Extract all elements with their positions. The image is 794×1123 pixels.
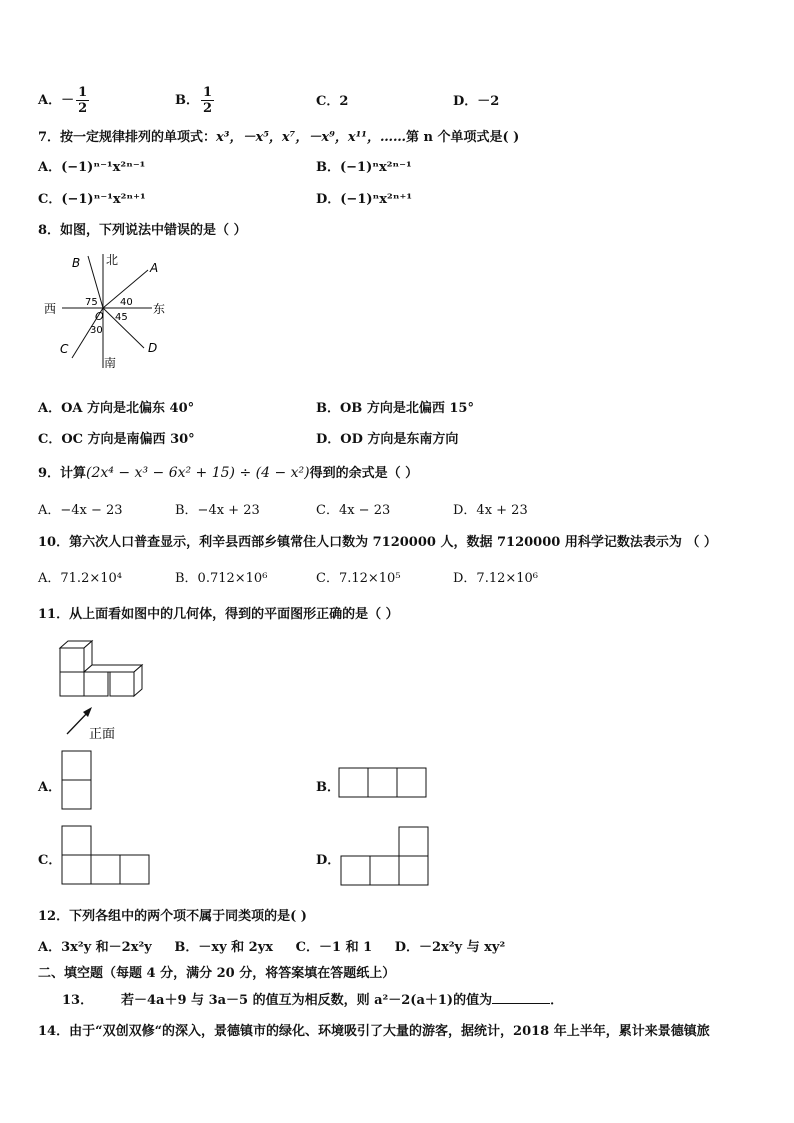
square: [368, 768, 397, 797]
east-label: 东: [153, 302, 166, 316]
q13-text-before: 若－4a＋9 与 3a－5 的值互为相反数，则 a²－2(a＋1)的值为: [121, 993, 493, 1008]
q7-option-a: A．(−1)ⁿ⁻¹x²ⁿ⁻¹: [38, 160, 146, 175]
angle-30-label: 30: [90, 325, 103, 336]
angle-40-label: 40: [120, 297, 133, 308]
cube-top-front: [60, 648, 84, 672]
west-label: 西: [44, 302, 57, 316]
q11-stem: 11．从上面看如图中的几何体，得到的平面图形正确的是（ ）: [38, 607, 399, 622]
fraction-denominator: 2: [78, 101, 88, 116]
square: [370, 856, 399, 885]
bottom-row-top: [84, 665, 142, 672]
q10-option-d: D．7.12×10⁶: [453, 571, 539, 586]
q10-option-c: C．7.12×10⁵: [316, 571, 401, 586]
q8-option-a: A．OA 方向是北偏东 40°: [38, 401, 195, 416]
q11-option-b-figure: [338, 766, 430, 800]
fraction-numerator: 1: [203, 85, 213, 100]
square: [397, 768, 426, 797]
square: [62, 780, 91, 809]
q7-option-b: B．(−1)ⁿx²ⁿ⁻¹: [316, 160, 412, 175]
q8-option-d: D．OD 方向是东南方向: [316, 432, 459, 447]
north-label: 北: [106, 253, 119, 267]
q6-option-a-label: A．: [38, 93, 62, 108]
q7-stem: [38, 126, 519, 145]
q11-option-b-label: B．: [316, 780, 340, 795]
angle-45-label: 45: [115, 312, 128, 323]
q6-option-c: C．2: [316, 94, 349, 109]
q9-option-d: D．4x + 23: [453, 503, 528, 518]
q9-stem-suffix: 得到的余式是（ ）: [309, 466, 419, 481]
q9-expression: (2x⁴ − x³ − 6x² + 15) ÷ (4 − x²): [86, 465, 310, 481]
q11-option-c-label: C．: [38, 853, 62, 868]
q6-option-a-sign: －: [61, 93, 75, 108]
q6-option-a-fraction: [76, 85, 89, 116]
angle-75-label: 75: [85, 297, 98, 308]
cube-bottom-2: [84, 672, 108, 696]
square: [120, 855, 149, 884]
q11-option-c-figure: [60, 824, 154, 888]
q9-stem-prefix: 9．计算: [38, 466, 87, 481]
q8-option-b: B．OB 方向是北偏西 15°: [316, 401, 474, 416]
q7-stem-suffix: 第 n 个单项式是( ): [405, 130, 520, 145]
square: [62, 751, 91, 780]
q12-options: A．3x²y 和－2x²y B．－xy 和 2yx C．－1 和 1 D．－2x²y 与 xy²: [38, 940, 506, 955]
q13-text-after: ．: [550, 993, 564, 1008]
q8-direction-diagram: [40, 250, 175, 372]
q14-text: 14．由于“双创双修“的深入，景德镇市的绿化、环境吸引了大量的游客，据统计，2018 年上半年，累计来景德镇旅: [38, 1024, 710, 1039]
q10-option-a: A．71.2×10⁴: [38, 571, 122, 586]
q6-option-d: D．－2: [453, 94, 500, 109]
q12-stem: 12．下列各组中的两个项不属于同类项的是( ): [38, 909, 307, 924]
point-b-label: B: [72, 256, 81, 270]
south-label: 南: [104, 356, 117, 370]
square: [339, 768, 368, 797]
q11-option-d-figure: [340, 826, 432, 888]
cube-bottom-3: [110, 672, 134, 696]
square: [91, 855, 120, 884]
q7-option-c: C．(−1)ⁿ⁻¹x²ⁿ⁺¹: [38, 192, 146, 207]
q10-stem: 10．第六次人口普查显示，利辛县西部乡镇常住人口数为 7120000 人，数据 7120000 用科学记数法表示为 （ ）: [38, 535, 717, 550]
cube-bottom-1: [60, 672, 84, 696]
q6-option-a: [38, 85, 91, 116]
point-c-label: C: [60, 342, 69, 356]
q9-option-b: B．−4x + 23: [175, 503, 260, 518]
q11-option-d-label: D．: [316, 853, 341, 868]
q8-stem: 8．如图，下列说法中错误的是（ ）: [38, 223, 247, 238]
q7-option-d: D．(−1)ⁿx²ⁿ⁺¹: [316, 192, 413, 207]
q13-answer-blank[interactable]: [492, 991, 550, 1004]
q11-option-a-figure: [60, 750, 94, 812]
q9-option-a: A．−4x − 23: [38, 503, 123, 518]
section-2-title: 二、填空题（每题 4 分，满分 20 分，将答案填在答题纸上）: [38, 966, 396, 981]
q13-text: [121, 989, 563, 1008]
q9-stem: [38, 462, 418, 481]
front-label: 正面: [89, 727, 116, 742]
q7-stem-prefix: 7．按一定规律排列的单项式：: [38, 130, 217, 145]
q6-option-b-fraction: [201, 85, 214, 116]
square: [62, 855, 91, 884]
fraction-denominator: 2: [203, 101, 213, 116]
q8-option-c: C．OC 方向是南偏西 30°: [38, 432, 195, 447]
q13-number: 13．: [62, 993, 94, 1008]
q9-option-c: C．4x − 23: [316, 503, 391, 518]
point-d-label: D: [148, 341, 158, 355]
q7-stem-terms: x³，－x⁵，x⁷，－x⁹，x¹¹，……: [216, 130, 406, 145]
square: [341, 856, 370, 885]
square: [399, 827, 428, 856]
square: [62, 826, 91, 855]
point-o-label: O: [95, 310, 104, 323]
square: [399, 856, 428, 885]
q11-solid-figure: [55, 638, 155, 744]
fraction-numerator: 1: [78, 85, 88, 100]
q6-option-b-label: B．: [175, 93, 199, 108]
q10-option-b: B．0.712×10⁶: [175, 571, 268, 586]
point-a-label: A: [150, 261, 159, 275]
q11-option-a-label: A．: [38, 780, 62, 795]
q6-option-b: [175, 85, 216, 116]
